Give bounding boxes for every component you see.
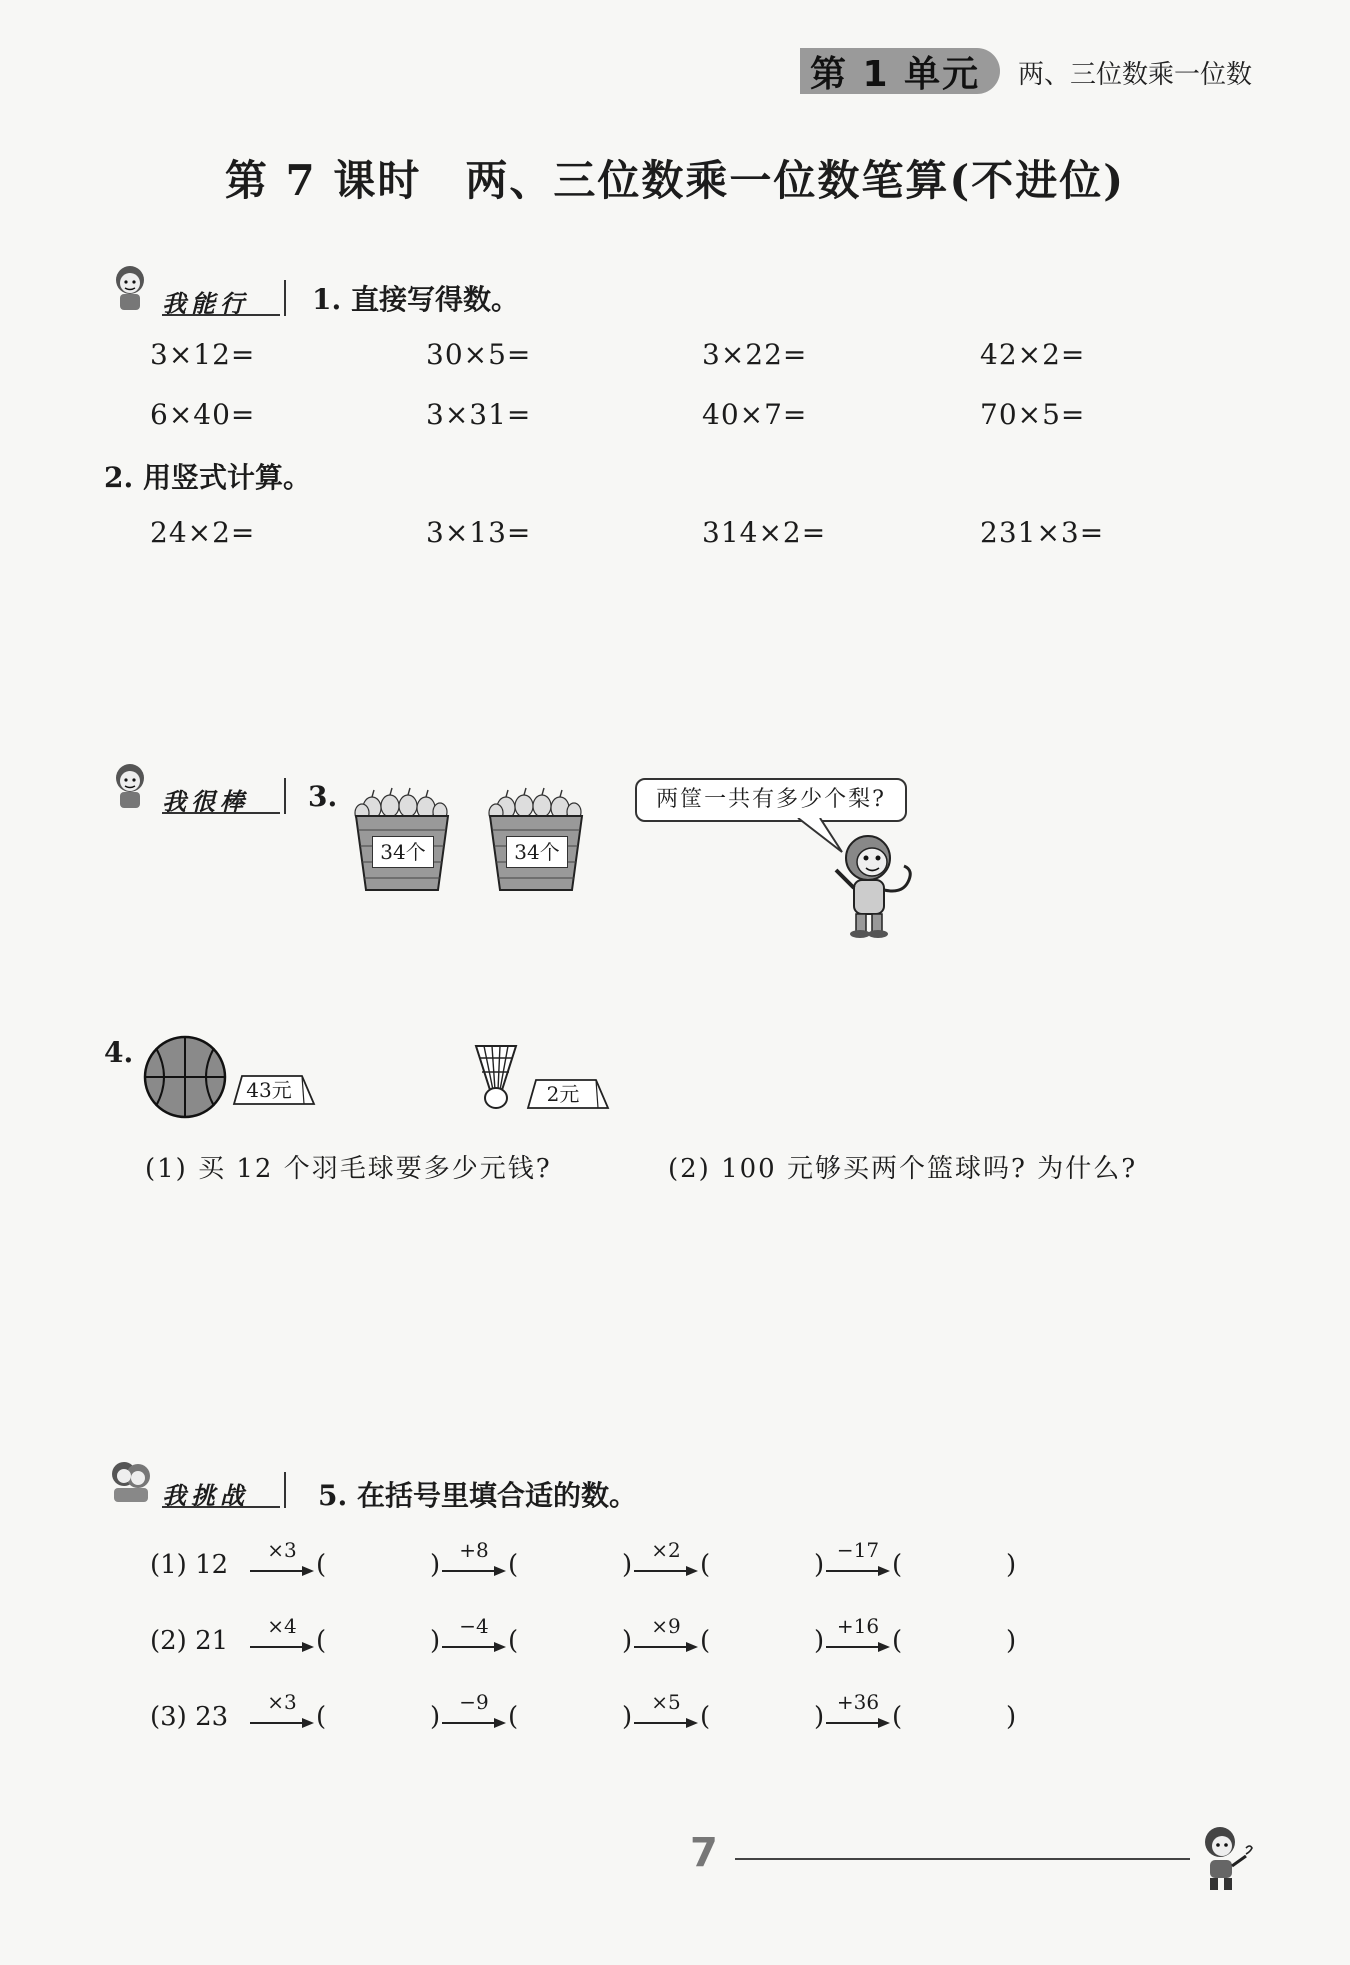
footer-rule	[735, 1858, 1190, 1860]
chain-op: +8	[459, 1538, 489, 1562]
chain-arrow	[634, 1614, 698, 1658]
section-tag-challenge	[108, 1470, 308, 1510]
q2-expr: 231×3=	[980, 516, 1105, 549]
answer-blank-close: )	[1006, 1702, 1017, 1732]
chain-arrow	[634, 1538, 698, 1582]
answer-blank-open: (	[700, 1702, 711, 1732]
tag-underline	[162, 314, 280, 316]
chain-start: (2) 21	[150, 1626, 229, 1656]
chain-start: (1) 12	[150, 1550, 229, 1580]
basketball-price-tag	[232, 1074, 316, 1106]
q2-expr: 314×2=	[702, 516, 827, 549]
chain-op: ×5	[651, 1690, 681, 1714]
chain-op: −4	[459, 1614, 489, 1638]
section-tag-great	[108, 776, 308, 816]
answer-blank-close: )	[814, 1702, 825, 1732]
girl-mascot-icon	[108, 262, 154, 314]
boy-mascot-icon	[1192, 1822, 1258, 1896]
chain-row	[150, 1614, 1050, 1664]
tag-underline	[162, 812, 280, 814]
chain-arrow	[442, 1614, 506, 1658]
shuttlecock-icon	[468, 1040, 524, 1112]
chain-arrow	[826, 1690, 890, 1734]
answer-blank-close: )	[430, 1550, 441, 1580]
q2-title: 2. 用竖式计算。	[104, 461, 311, 494]
answer-blank-close: )	[622, 1702, 633, 1732]
arrow-icon	[250, 1564, 314, 1578]
chain-row	[150, 1538, 1050, 1588]
arrow-icon	[634, 1640, 698, 1654]
q1-expr: 70×5=	[980, 398, 1086, 431]
chain-op: ×3	[267, 1538, 297, 1562]
answer-blank-close: )	[814, 1550, 825, 1580]
tag-text: 我很棒	[162, 788, 249, 816]
arrow-icon	[442, 1640, 506, 1654]
chain-arrow	[250, 1690, 314, 1734]
chain-arrow	[442, 1690, 506, 1734]
chain-arrow	[634, 1690, 698, 1734]
arrow-icon	[826, 1716, 890, 1730]
answer-blank-open: (	[508, 1702, 519, 1732]
answer-blank-open: (	[892, 1550, 903, 1580]
pear-basket	[486, 786, 586, 894]
answer-blank-close: )	[1006, 1626, 1017, 1656]
chain-arrow	[826, 1538, 890, 1582]
answer-blank-open: (	[508, 1550, 519, 1580]
speech-bubble: 两筐一共有多少个梨?	[635, 778, 907, 822]
q1-expr: 6×40=	[150, 398, 256, 431]
chain-op: +36	[836, 1690, 880, 1714]
chain-arrow	[442, 1538, 506, 1582]
chain-op: ×9	[651, 1614, 681, 1638]
chain-op: ×4	[267, 1614, 297, 1638]
arrow-icon	[250, 1640, 314, 1654]
section-tag-can-do	[108, 278, 308, 318]
q1-expr: 40×7=	[702, 398, 808, 431]
answer-blank-open: (	[316, 1702, 327, 1732]
tag-text: 我挑战	[162, 1482, 249, 1510]
chain-op: ×2	[651, 1538, 681, 1562]
answer-blank-open: (	[700, 1550, 711, 1580]
tag-divider	[284, 778, 286, 814]
answer-blank-open: (	[700, 1626, 711, 1656]
answer-blank-close: )	[814, 1626, 825, 1656]
q2-expr: 24×2=	[150, 516, 256, 549]
arrow-icon	[634, 1716, 698, 1730]
lesson-title: 第 7 课时 两、三位数乘一位数笔算(不进位)	[224, 156, 1126, 205]
tag-text: 我能行	[162, 290, 249, 318]
tag-divider	[284, 280, 286, 316]
answer-blank-open: (	[316, 1550, 327, 1580]
answer-blank-close: )	[622, 1550, 633, 1580]
tag-divider	[284, 1472, 286, 1508]
answer-blank-close: )	[430, 1626, 441, 1656]
tag-underline	[162, 1506, 280, 1508]
basketball-price: 43元	[246, 1078, 292, 1102]
shuttlecock-price-tag	[526, 1078, 610, 1110]
answer-blank-open: (	[316, 1626, 327, 1656]
arrow-icon	[442, 1564, 506, 1578]
chain-op: ×3	[267, 1690, 297, 1714]
girl-mascot-icon	[108, 760, 154, 812]
answer-blank-close: )	[1006, 1550, 1017, 1580]
answer-blank-close: )	[622, 1626, 633, 1656]
unit-label: 第 1 单元	[810, 54, 981, 95]
q5-title: 5. 在括号里填合适的数。	[318, 1479, 637, 1512]
arrow-icon	[442, 1716, 506, 1730]
q4-sub1: (1) 买 12 个羽毛球要多少元钱?	[145, 1154, 552, 1184]
q1-expr: 3×22=	[702, 338, 808, 371]
answer-blank-open: (	[892, 1626, 903, 1656]
chain-start: (3) 23	[150, 1702, 229, 1732]
q3-number: 3.	[308, 780, 338, 813]
chain-row	[150, 1690, 1050, 1740]
q2-expr: 3×13=	[426, 516, 532, 549]
pear-basket	[352, 786, 452, 894]
q1-expr: 30×5=	[426, 338, 532, 371]
q1-expr: 3×31=	[426, 398, 532, 431]
basket-count-label: 34个	[506, 836, 568, 868]
answer-blank-open: (	[508, 1626, 519, 1656]
basket-count-label: 34个	[372, 836, 434, 868]
arrow-icon	[826, 1640, 890, 1654]
chain-arrow	[826, 1614, 890, 1658]
page-number: 7	[690, 1830, 718, 1876]
arrow-icon	[634, 1564, 698, 1578]
q4-number: 4.	[104, 1036, 134, 1069]
chain-op: +16	[836, 1614, 880, 1638]
q1-expr: 3×12=	[150, 338, 256, 371]
chain-op: −17	[836, 1538, 880, 1562]
arrow-icon	[826, 1564, 890, 1578]
q1-title: 1. 直接写得数。	[312, 283, 519, 316]
q1-expr: 42×2=	[980, 338, 1086, 371]
chain-op: −9	[459, 1690, 489, 1714]
shuttlecock-price: 2元	[546, 1082, 580, 1106]
chain-arrow	[250, 1538, 314, 1582]
chain-arrow	[250, 1614, 314, 1658]
basketball-icon	[142, 1034, 228, 1120]
kids-mascot-icon	[108, 1454, 154, 1506]
arrow-icon	[250, 1716, 314, 1730]
answer-blank-close: )	[430, 1702, 441, 1732]
unit-subtitle: 两、三位数乘一位数	[1018, 60, 1253, 90]
q4-sub2: (2) 100 元够买两个篮球吗? 为什么?	[668, 1154, 1138, 1184]
answer-blank-open: (	[892, 1702, 903, 1732]
monkey-mascot-icon	[824, 830, 920, 940]
